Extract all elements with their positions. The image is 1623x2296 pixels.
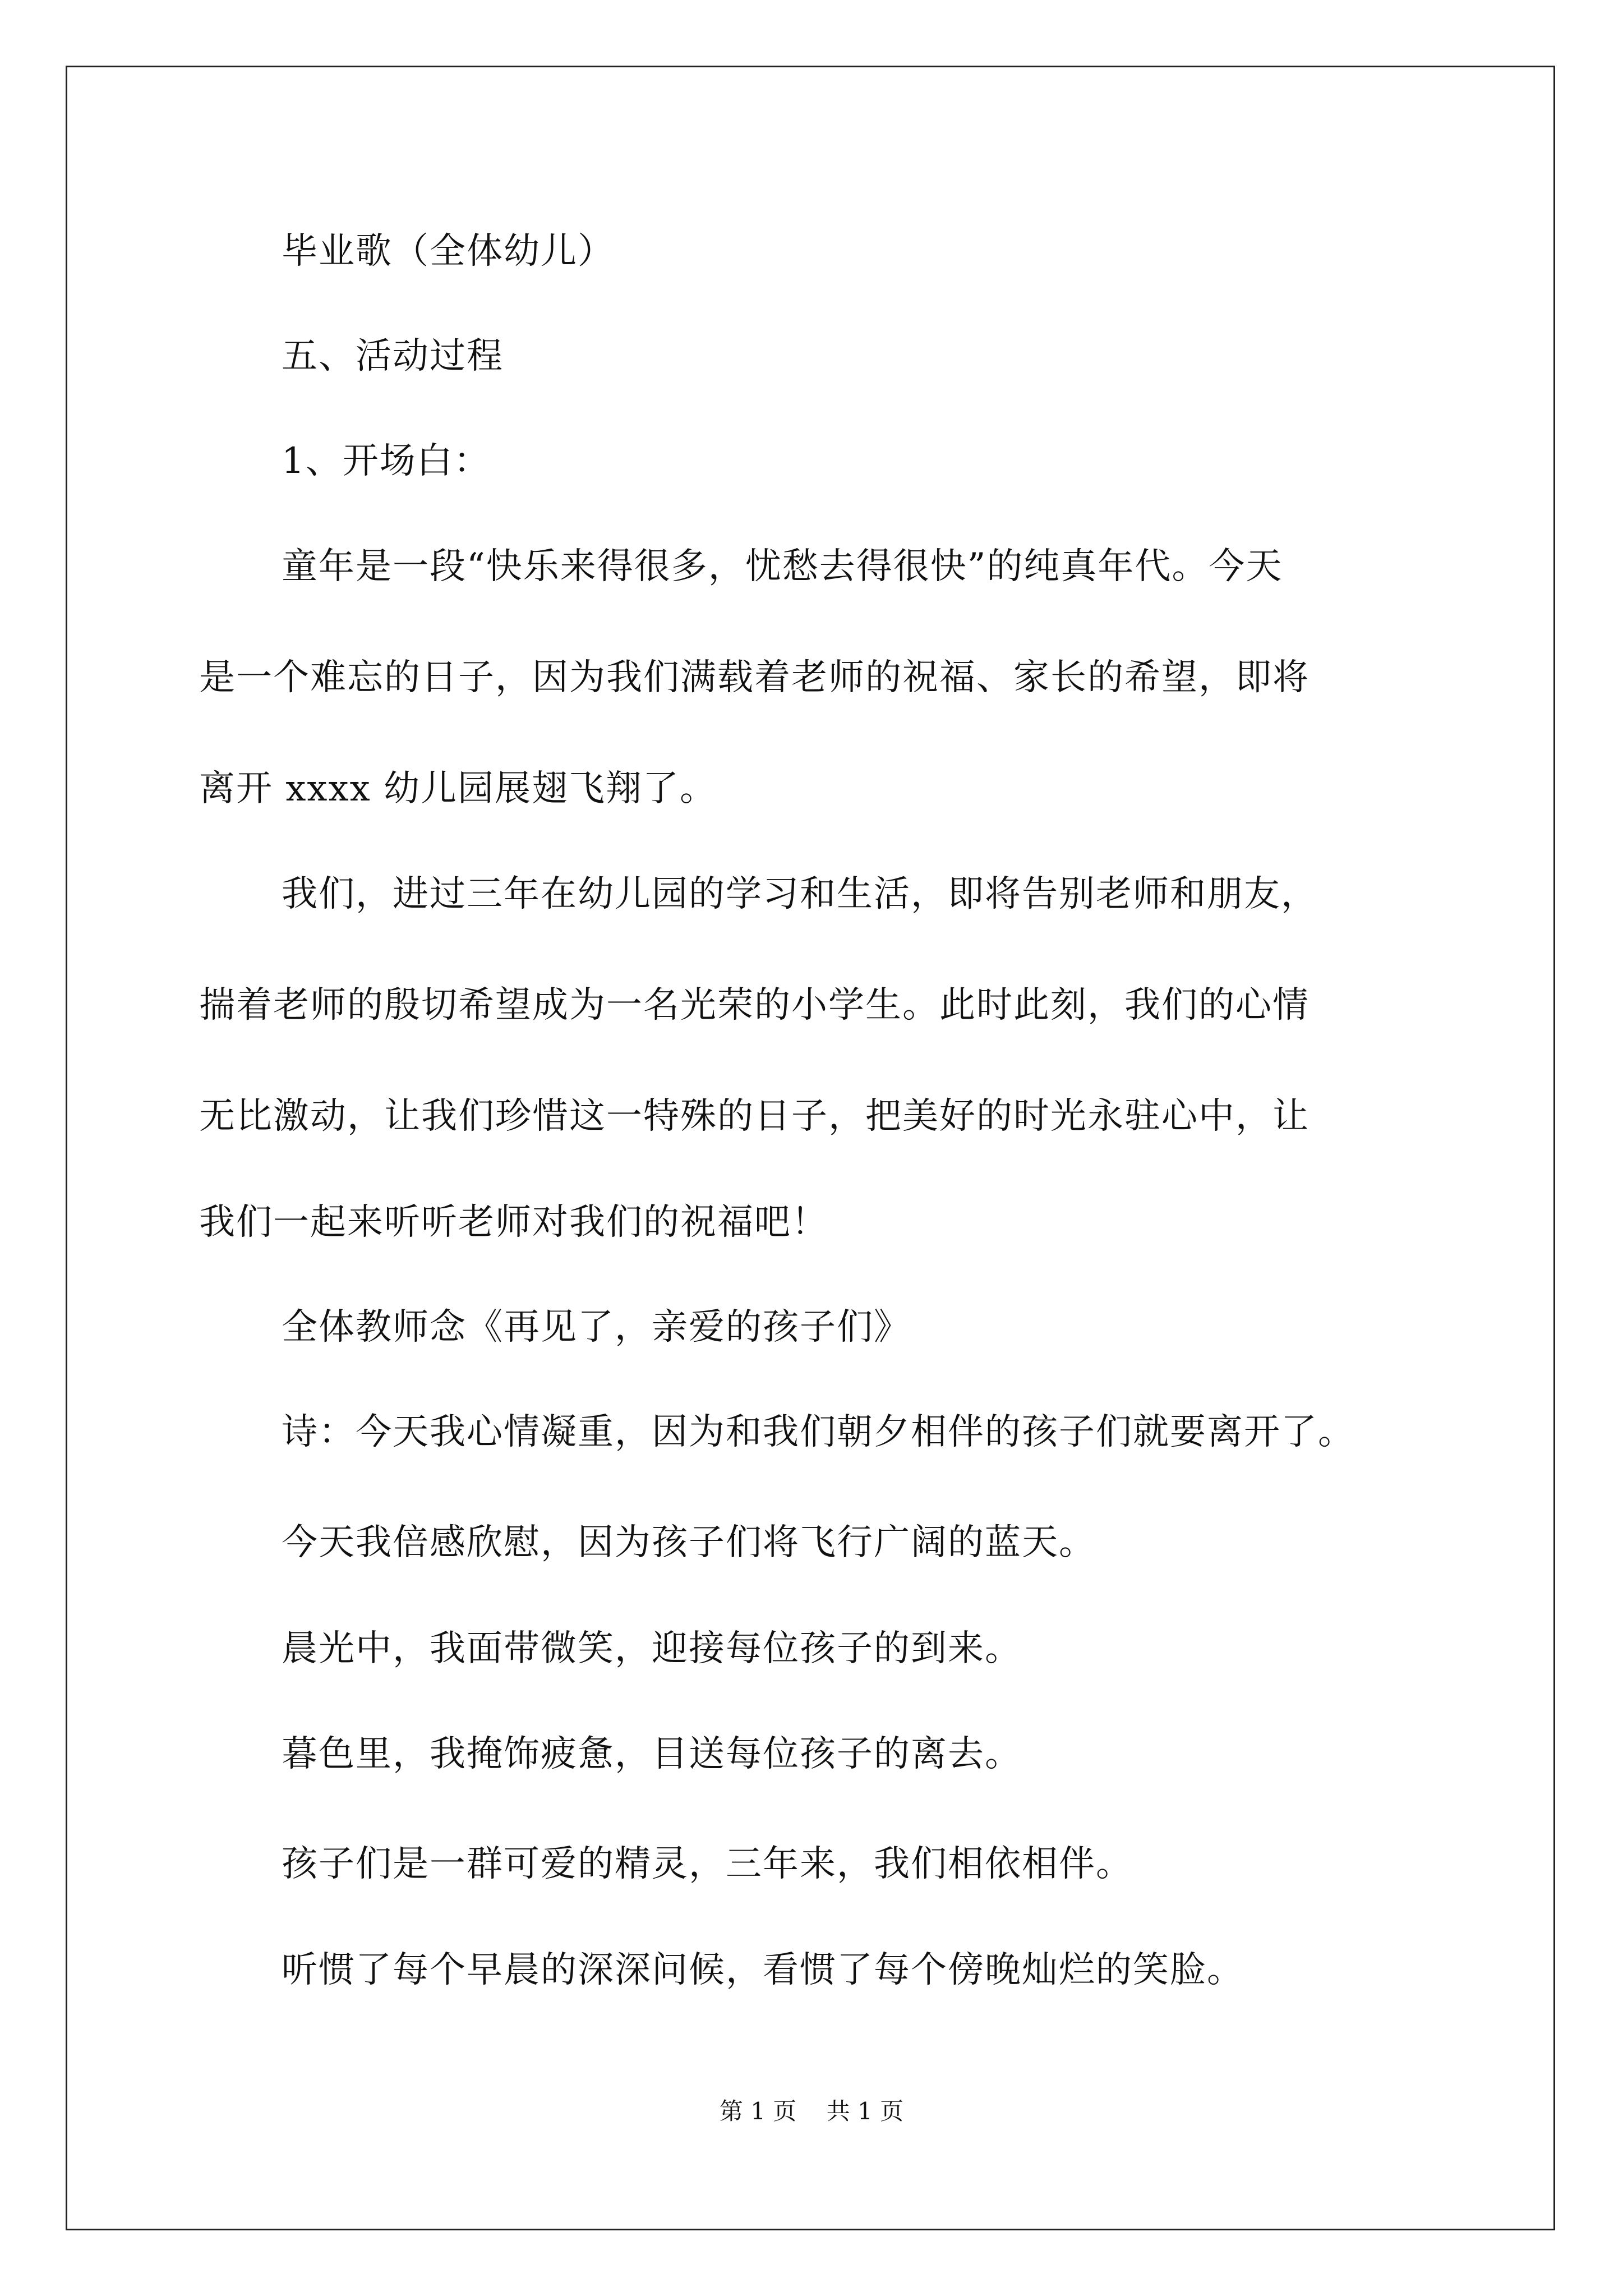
page-number-footer: 第 1 页 共 1 页 <box>719 2097 904 2125</box>
page-border <box>66 66 1555 2230</box>
poem-line: 暮色里，我掩饰疲惫，目送每位孩子的离去。 <box>282 1733 1022 1775</box>
paragraph-line: 揣着老师的殷切希望成为一名光荣的小学生。此时此刻，我们的心情 <box>199 984 1310 1026</box>
text-line-poem-title: 全体教师念《再见了，亲爱的孩子们》 <box>282 1306 911 1348</box>
paragraph-line: 童年是一段“快乐来得很多，忧愁去得很快”的纯真年代。今天 <box>282 546 1283 587</box>
poem-line: 诗：今天我心情凝重，因为和我们朝夕相伴的孩子们就要离开了。 <box>282 1411 1355 1453</box>
paragraph-line: 是一个难忘的日子，因为我们满载着老师的祝福、家长的希望，即将 <box>199 657 1310 698</box>
text-line-song-title: 毕业歌（全体幼儿） <box>282 231 615 272</box>
paragraph-line: 离开 xxxx 幼儿园展翅飞翔了。 <box>199 768 717 809</box>
poem-line: 今天我倍感欣慰，因为孩子们将飞行广阔的蓝天。 <box>282 1522 1096 1563</box>
poem-line: 晨光中，我面带微笑，迎接每位孩子的到来。 <box>282 1628 1022 1669</box>
poem-line: 听惯了每个早晨的深深问候，看惯了每个傍晚灿烂的笑脸。 <box>282 1949 1244 1991</box>
paragraph-line: 我们一起来听听老师对我们的祝福吧！ <box>199 1202 828 1243</box>
paragraph-line: 我们，进过三年在幼儿园的学习和生活，即将告别老师和朋友， <box>282 873 1318 915</box>
paragraph-line: 无比激动，让我们珍惜这一特殊的日子，把美好的时光永驻心中，让 <box>199 1096 1310 1137</box>
section-heading-activity-process: 五、活动过程 <box>282 335 504 377</box>
subheading-opening-remarks: 1、开场白： <box>282 440 491 482</box>
poem-line: 孩子们是一群可爱的精灵，三年来，我们相依相伴。 <box>282 1843 1133 1885</box>
